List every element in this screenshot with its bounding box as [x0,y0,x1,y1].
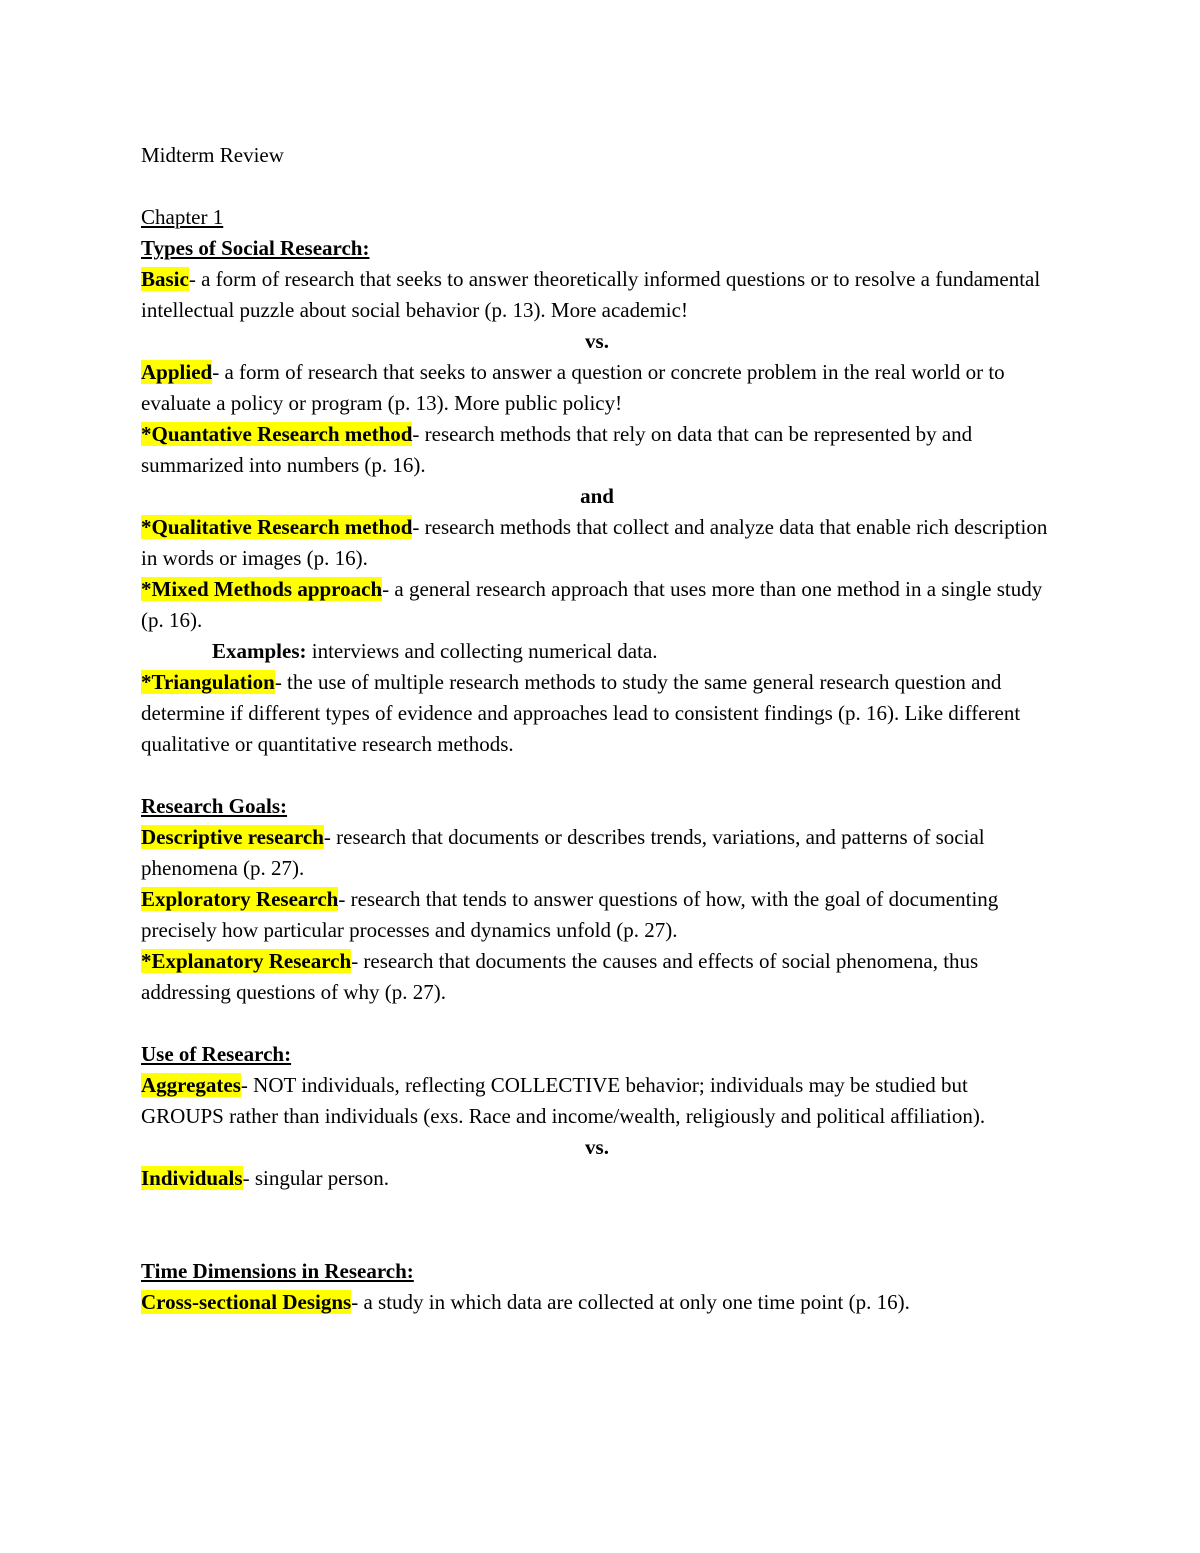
entry-explanatory [141,946,1053,1008]
entry-applied [141,357,1053,419]
term-triangulation: *Triangulation [141,670,275,694]
spacer [141,760,1053,791]
vs-divider: vs. [585,1135,609,1159]
def-qualitative: - research methods that collect and analyze data that enable rich description in words or images (p. 16). [141,515,1048,570]
spacer [141,171,1053,202]
def-quantitative: - research methods that rely on data that can be represented by and summarized into numbers (p. 16). [141,422,973,477]
def-applied: - a form of research that seeks to answer a question or concrete problem in the real world or to evaluate a policy or program (p. 13). More public policy! [141,360,1005,415]
def-individuals: - singular person. [242,1166,389,1190]
entry-basic [141,264,1053,326]
spacer [141,1225,1053,1256]
def-cross-sectional: - a study in which data are collected at only one time point (p. 16). [351,1290,910,1314]
term-exploratory: Exploratory Research [141,887,339,911]
examples-line [141,636,1053,667]
term-applied: Applied [141,360,213,384]
entry-cross-sectional [141,1287,1053,1318]
section-heading-time: Time Dimensions in Research: [141,1259,414,1283]
entry-individuals [141,1163,1053,1194]
entry-exploratory [141,884,1053,946]
def-descriptive: - research that documents or describes trends, variations, and patterns of social phenomena (p. 27). [141,825,985,880]
vs-divider: vs. [585,329,609,353]
def-basic: - a form of research that seeks to answer theoretically informed questions or to resolve a fundamental intellectual puzzle about social behavior (p. 13). More academic! [141,267,1041,322]
examples-label: Examples: [212,639,307,663]
section-heading-types: Types of Social Research: [141,236,370,260]
examples-text: interviews and collecting numerical data. [306,639,658,663]
and-divider: and [580,484,614,508]
term-explanatory: *Explanatory Research [141,949,352,973]
chapter-heading: Chapter 1 [141,205,224,229]
term-individuals: Individuals [141,1166,243,1190]
entry-qualitative [141,512,1053,574]
section-heading-use: Use of Research: [141,1042,292,1066]
entry-descriptive [141,822,1053,884]
def-explanatory: - research that documents the causes and effects of social phenomena, thus addressing questions of why (p. 27). [141,949,979,1004]
entry-triangulation [141,667,1053,760]
entry-aggregates [141,1070,1053,1132]
def-exploratory: - research that tends to answer questions of how, with the goal of documenting precisely how particular processes and dynamics unfold (p. 27). [141,887,999,942]
def-aggregates: - NOT individuals, reflecting COLLECTIVE behavior; individuals may be studied but GROUPS rather than individuals (exs. Race and income/wealth, religiously and political affiliation). [141,1073,986,1128]
document-title: Midterm Review [141,143,284,167]
term-aggregates: Aggregates [141,1073,241,1097]
entry-quantitative [141,419,1053,481]
spacer [141,1008,1053,1039]
def-mixed-methods: - a general research approach that uses more than one method in a single study (p. 16). [141,577,1043,632]
term-mixed-methods: *Mixed Methods approach [141,577,383,601]
spacer [141,1194,1053,1225]
term-descriptive: Descriptive research [141,825,324,849]
term-quantitative: *Quantative Research method [141,422,413,446]
document-page [141,140,1053,1318]
entry-mixed-methods [141,574,1053,636]
section-heading-goals: Research Goals: [141,794,288,818]
term-basic: Basic [141,267,189,291]
term-qualitative: *Qualitative Research method [141,515,413,539]
def-triangulation: - the use of multiple research methods to study the same general research question and determine if different types of evidence and approaches lead to consistent findings (p. 16). Like different qualitative or quantitative research methods. [141,670,1021,756]
term-cross-sectional: Cross-sectional Designs [141,1290,352,1314]
